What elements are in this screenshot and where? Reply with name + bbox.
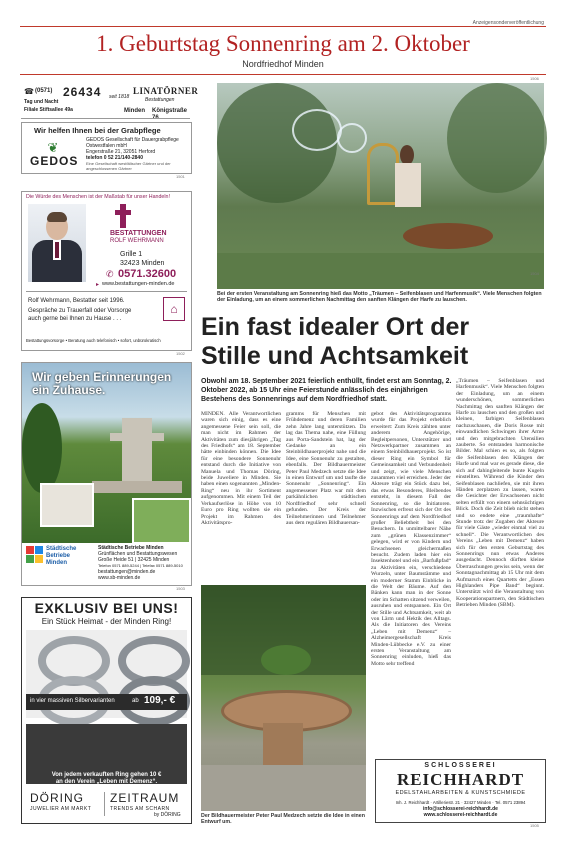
wehrmann-brand-top: BESTATTUNGEN: [110, 230, 167, 237]
phone-icon: ✆: [106, 269, 114, 279]
doring-brand1: DÖRING: [30, 791, 84, 805]
sbm-info5[interactable]: bestattungen@minden.de: [98, 569, 156, 575]
sbm-org: Städtische Betriebe Minden: [46, 546, 77, 566]
gedos-address: Engerstraße 21, 32051 Herford: [86, 149, 156, 155]
wehrmann-slogan: Die Würde des Menschen ist der Maßstab für unser Handeln!: [26, 194, 170, 200]
city: Minden: [124, 108, 145, 114]
article-title-line2: Stille und Achtsamkeit: [201, 342, 469, 370]
since: seit 1818: [109, 94, 130, 100]
ad-gedos: [21, 122, 192, 174]
header-rule-bottom: [20, 74, 546, 75]
badge-icon: ⌂: [163, 297, 185, 321]
wehrmann-phone: 0571.32600: [118, 268, 177, 280]
doring-sub: Ein Stück Heimat - der Minden Ring!: [41, 617, 172, 626]
gedos-logo-icon: ❦: [47, 140, 59, 155]
page-headline: 1. Geburtstag Sonnenring am 2. Oktober: [96, 31, 470, 56]
reichhardt-top: SCHLOSSEREI: [424, 762, 497, 769]
harp-event-photo: [217, 83, 544, 289]
ad-code: 1501: [176, 174, 185, 179]
doring-brand2-by: by DÖRING: [154, 812, 181, 818]
ad-wehrmann: [21, 191, 192, 351]
gedos-phone: telefon 0 52 21/140-2840: [86, 155, 143, 161]
wehrmann-web[interactable]: www.bestattungen-minden.de: [102, 281, 175, 287]
article-col2: gramms für Menschen mit Frühdemenz und deren Familien zehn Jahre lang unterstützen. Da lag das Thema nahe, eine Füllung aus Porta-Sandstein hat, lag der Gedanke an ein Steinbildhauerprojekt nahe und die Idee, eine Sonnenuhr zu gestalten, ebenfalls. Der Bildhauermeister Peter Paul Medzech setzte die Idee in einen Entwurf um und taufte die Sonnenuhr „Sonnenring“. Ein angemessener Platz war mit dem parkähnlichen städtischen Nordfriedhof sehr schnell gefunden. Der Kreis der Teilnehmerinnen und Teilnehmer aus dem regulären Bildhauersan-: [286, 411, 366, 526]
cross-icon: [120, 204, 126, 228]
doring-brand1-sub: JUWELIER AM MARKT: [30, 806, 92, 812]
ad-linatorner: [21, 84, 199, 120]
doring-variant: in vier massiven Silbervarianten: [30, 698, 115, 704]
top-note: Anzeigensonderveröffentlichung: [472, 20, 544, 26]
reichhardt-addr: Inh. J. Reichhardt · Artilleriestr. 21 · 32427 Minden · Tel. 0571 23894: [395, 800, 526, 805]
reichhardt-sub: EDELSTAHLARBEITEN & KUNSTSCHMIEDE: [395, 790, 526, 796]
page-subheadline: Nordfriedhof Minden: [242, 59, 324, 69]
wehrmann-portrait: [28, 204, 86, 282]
sbm-info6[interactable]: www.sb-minden.de: [98, 575, 141, 581]
sundial-photo: [201, 585, 366, 811]
ad-sbm: [21, 362, 192, 586]
divider: [104, 792, 105, 816]
sbm-info4: Telefon 0571 889-5244 | Telefax 0571 889-5010: [98, 563, 183, 568]
doring-price: 109,- €: [144, 695, 176, 706]
wehrmann-person: Rolf Wehrmann, Bestatter seit 1996.: [28, 298, 125, 304]
phone-prefix: (0571): [35, 88, 53, 94]
reichhardt-mail[interactable]: info@schlosserei-reichhardt.de: [423, 806, 498, 812]
tag-nacht: Tag und Nacht: [24, 99, 59, 105]
sbm-logo-icon: [26, 546, 44, 566]
doring-brand2: ZEITRAUM: [110, 791, 180, 805]
article-title-line1: Ein fast idealer Ort der: [201, 313, 470, 341]
wehrmann-brand: ROLF WEHRMANN: [110, 238, 164, 244]
ad-code: 1505: [530, 823, 539, 828]
filiale: Filiale Stiftsallee 49a: [24, 107, 73, 113]
doring-donation1: Von jedem verkauften Ring gehen 10 €: [51, 772, 162, 778]
ad-reichhardt: [375, 759, 546, 823]
article-col3: gebot des Aktivitätsprogramms wurde für das Projekt erheblich erweitert: Zum Kreis zählten unter anderem Angehörige, Begleitpersonen, Unterstützer und Netzwerkpartner zusammen an einem Steinbildhauerprojekt. So ist dieser Ring ein Symbol für Gemeinsamkeit und Verbundenheit und zeigt, wie viele Menschen zusammen viel erreichen. Jeder der Akteure trägt ein Stück dazu bei, das etwas Besonderes, Bleibendes entsteht, in diesem Fall der Sonnenring, so die Initiatoren. Inzwischen erfreut sich der Ort des Sonnenrings auf dem Nordfriedhof großer Beliebtheit bei den Besuchern. In unmittelbarer Nähe zum „grünen Klassenzimmer“ gelegen, wird er von Kindern und Erwachsenen gleichermaßen besucht. Zudem laden hier ein Insektenhotel und ein „Barfußpfad“ zu Aktivitäten ein, verschiedene Wurzeln, unter Baumstämme und ein moderner Stamm Einblicke in die Welt der Bäume. Auf den Bänken kann man in der Sonne oder im Schatten sitzend verweilen, ausruhen und entspannen. Ein Ort der Stille und Achtsamkeit, weit ab von Lärm und Hektik des Alltags. Als die Initiatoren des Vereins „Leben mit Demenz“ – Alzheimergesellschaft Kreis Minden-Lübbecke e.V. zu einer ersten Veranstaltung am Sonnenring einluden, hieß das Motto sehr treffend: [371, 411, 451, 667]
photo-caption-top: Bei der ersten Veranstaltung am Sonnenring hieß das Motto „Träumen – Seifenblasen und Harfenmusik“. Viele Menschen folgten der Einladung, um an einem sommerlichen Nachmittag den sanften Klängen der Harfe zu lauschen.: [217, 291, 542, 304]
wehrmann-text2: auch gerne bei Ihnen zu Hause . . .: [28, 316, 122, 322]
doring-donation2: an den Verein „Leben mit Demenz“.: [55, 779, 158, 785]
ad-code: 1503: [176, 586, 185, 591]
gedos-logo: GEDOS: [30, 154, 79, 168]
ad-code: 1504: [530, 271, 539, 276]
article-col4: „Träumen – Seifenblasen und Harfenmusik“. Viele Menschen folgten der Einladung, um an einem wunderschönen, sommerlichen Nachmittag den sanften Klängen der Harfe zu lauschen und den großen und kleinen, farbigen Seifenblasen nachzuschauen, die Doris Rosse mit einwandlichen Schwingen ihrer Arme und den mitgebrachten Utensilien zauberte. So entstanden harmonische Bilder. Mal schien es so, als folgten die Seifenblasen den Klängen der Harfe und mal war es gerade diese, die sich auf dahingleitende bunte Kugeln einstellten. Während die Kinder den Seifenblasen nachliefen, sie mit ihren Händen zerplatzen zu lassen, waren die Gesichter der Erwachsenen nicht selten erfüllt von einem sehnsüchtigen Blick. Doch die Zeit blieb nicht stehen und so endete eine „traumhafte“ Stunde trotz der Zugaben der Akteure für viele Gäste „wieder einmal viel zu schnell“. Die Verantwortlichen des Vereins „Leben mit Demenz“ haben sich für den ersten Geburtstag des Sonnenrings nun etwas Anderes ausgedacht. Dennoch dürften kleine Überraschungen gewiss sein, wenn der Sonntagnachmittag ab 15 Uhr mit dem Aufmarsch eines Quartetts der „Essen Highlanders Pipe Band“ beginnt. Unterstützt wird die Veranstaltung von Kooperationspartnern, den Städtischen Betrieben Minden (SBM).: [456, 378, 544, 609]
gedos-partner: Eine Gesellschaft westfälischer Gärtner und der angeschlossenen Gärtner: [86, 161, 171, 171]
divider: [26, 291, 187, 292]
divider: [21, 118, 190, 119]
brand: LINATÖRNER: [133, 86, 199, 96]
street: Königstraße: [152, 108, 188, 114]
ad-code: 1502: [176, 351, 185, 356]
doring-headline: EXKLUSIV BEI UNS!: [34, 600, 179, 616]
brand-sub: Bestattungen: [145, 97, 175, 103]
doring-brand2-sub: TRENDS AM SCHARN: [110, 806, 170, 812]
cross-icon-bar: [115, 210, 131, 215]
photo-caption-bottom: Der Bildhauermeister Peter Paul Medzech setzte die Idee in einen Entwurf um.: [201, 813, 365, 826]
sbm-info2: Grünflächen und Bestattungswesen: [98, 551, 178, 557]
article-lead: Obwohl am 18. September 2021 feierlich enthüllt, findet erst am Sonntag, 2. Oktober 2022, ab 15 Uhr eine Feierstunde anlässlich des einjährigen Bestehens des Sonnenrings auf dem Nordfriedhof statt.: [201, 378, 452, 403]
ad-doring: [21, 597, 192, 824]
doring-price-from: ab: [132, 698, 139, 704]
ad-code: 1506: [530, 76, 539, 81]
reichhardt-brand: REICHHARDT: [396, 770, 525, 789]
gedos-company: GEDOS Gesellschaft für Dauergrabpflege Ostwestfalen mbH: [86, 137, 179, 149]
article-col1: MINDEN. Alle Verantwortlichen waren sich einig, dass es eine angemessene Feier sein soll, die man nicht im Rahmen der Aktivitäten zum diesjährigen „Tag des Friedhofs“ am 18. September hätte einbinden können. Die Idee für eine besondere Sonnenuhr entstand durch die Initiative von Manuela und Thomas Döring, beide Juweliere in Minden. Sie haben einen sogenannten „Minden-Ring“ neu in ihr Sortiment aufgenommen. Mit einem Teil der Verkaufserlöse in Höhe von 10 Euro pro Ring wollten sie ein Projekt im Rahmen des Aktivitätspro-: [201, 411, 281, 526]
wehrmann-street: Grille 1: [120, 251, 143, 258]
wehrmann-city: 32423 Minden: [120, 260, 165, 267]
header-rule-top: [20, 26, 546, 27]
sbm-info3: Große Heide 51 | 32425 Minden: [98, 557, 170, 563]
wehrmann-text1: Gespräche zu Trauerfall oder Vorsorge: [28, 308, 132, 314]
wehrmann-footer: Bestattungsvorsorge • Beratung auch telefonisch • sofort, unbürokratisch: [26, 338, 161, 343]
phone-icon: ☎: [24, 87, 34, 96]
sbm-banner: Wir geben Erinnerungen ein Zuhause.: [32, 370, 172, 397]
web-icon: ▸: [96, 282, 100, 288]
sbm-info1: Städtische Betriebe Minden: [98, 545, 164, 551]
gedos-title: Wir helfen Ihnen bei der Grabpflege: [34, 126, 161, 135]
reichhardt-web[interactable]: www.schlosserei-reichhardt.de: [423, 812, 498, 818]
phone-number: 26434: [63, 85, 102, 99]
